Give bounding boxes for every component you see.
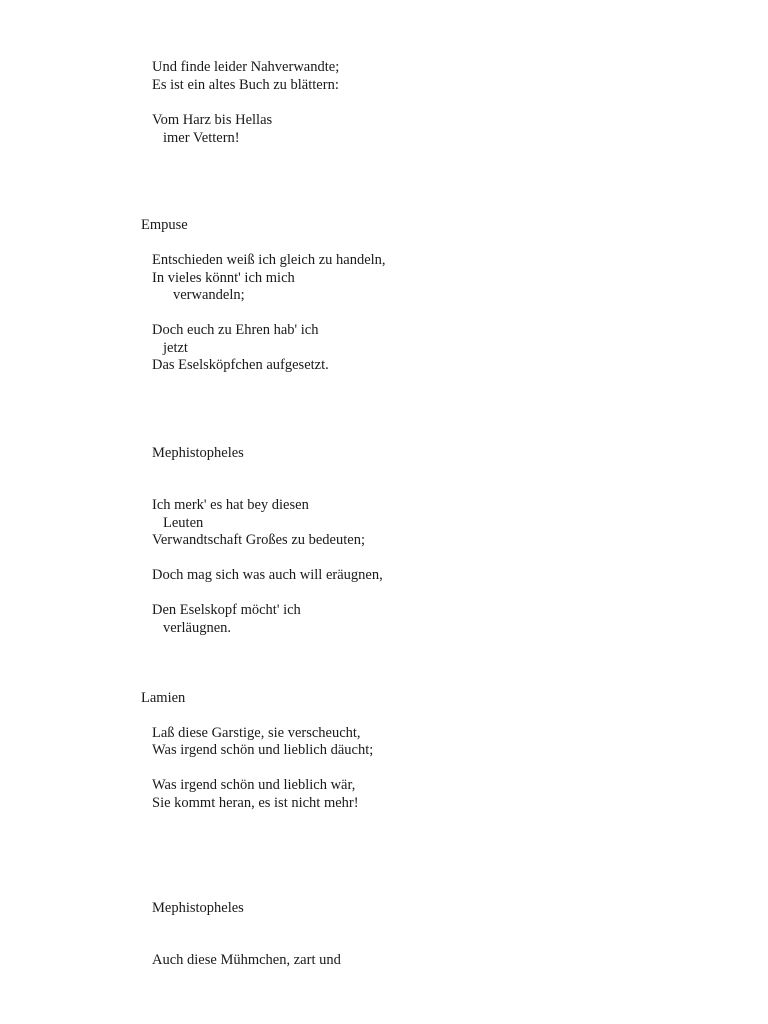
speaker-name: Lamien — [141, 690, 186, 706]
verse-line: Was irgend schön und lieblich wär, — [152, 777, 356, 793]
verse-line: Sie kommt heran, es ist nicht mehr! — [152, 795, 359, 811]
verse-line: Laß diese Garstige, sie verscheucht, — [152, 725, 361, 741]
verse-line: Doch mag sich was auch will eräugnen, — [152, 567, 383, 583]
verse-line: jetzt — [163, 340, 188, 356]
speaker-name: Empuse — [141, 217, 188, 233]
verse-line: Ich merk' es hat bey diesen — [152, 497, 309, 513]
verse-line: Was irgend schön und lieblich däucht; — [152, 742, 374, 758]
verse-line: Es ist ein altes Buch zu blättern: — [152, 77, 339, 93]
speaker-name: Mephistopheles — [152, 445, 244, 461]
verse-line: Den Eselskopf möcht' ich — [152, 602, 301, 618]
speaker-name: Mephistopheles — [152, 900, 244, 916]
verse-line: Verwandtschaft Großes zu bedeuten; — [152, 532, 365, 548]
verse-line: Vom Harz bis Hellas — [152, 112, 273, 128]
verse-line: verläugnen. — [163, 620, 232, 636]
verse-line: Auch diese Mühmchen, zart und — [152, 952, 341, 968]
verse-line: In vieles könnt' ich mich — [152, 270, 295, 286]
verse-line: imer Vettern! — [163, 130, 240, 146]
verse-line: Doch euch zu Ehren hab' ich — [152, 322, 319, 338]
verse-line: Und finde leider Nahverwandte; — [152, 59, 340, 75]
verse-line: Leuten — [163, 515, 204, 531]
verse-line: Das Eselsköpfchen aufgesetzt. — [152, 357, 329, 373]
verse-line: Entschieden weiß ich gleich zu handeln, — [152, 252, 386, 268]
verse-line: verwandeln; — [173, 287, 245, 303]
